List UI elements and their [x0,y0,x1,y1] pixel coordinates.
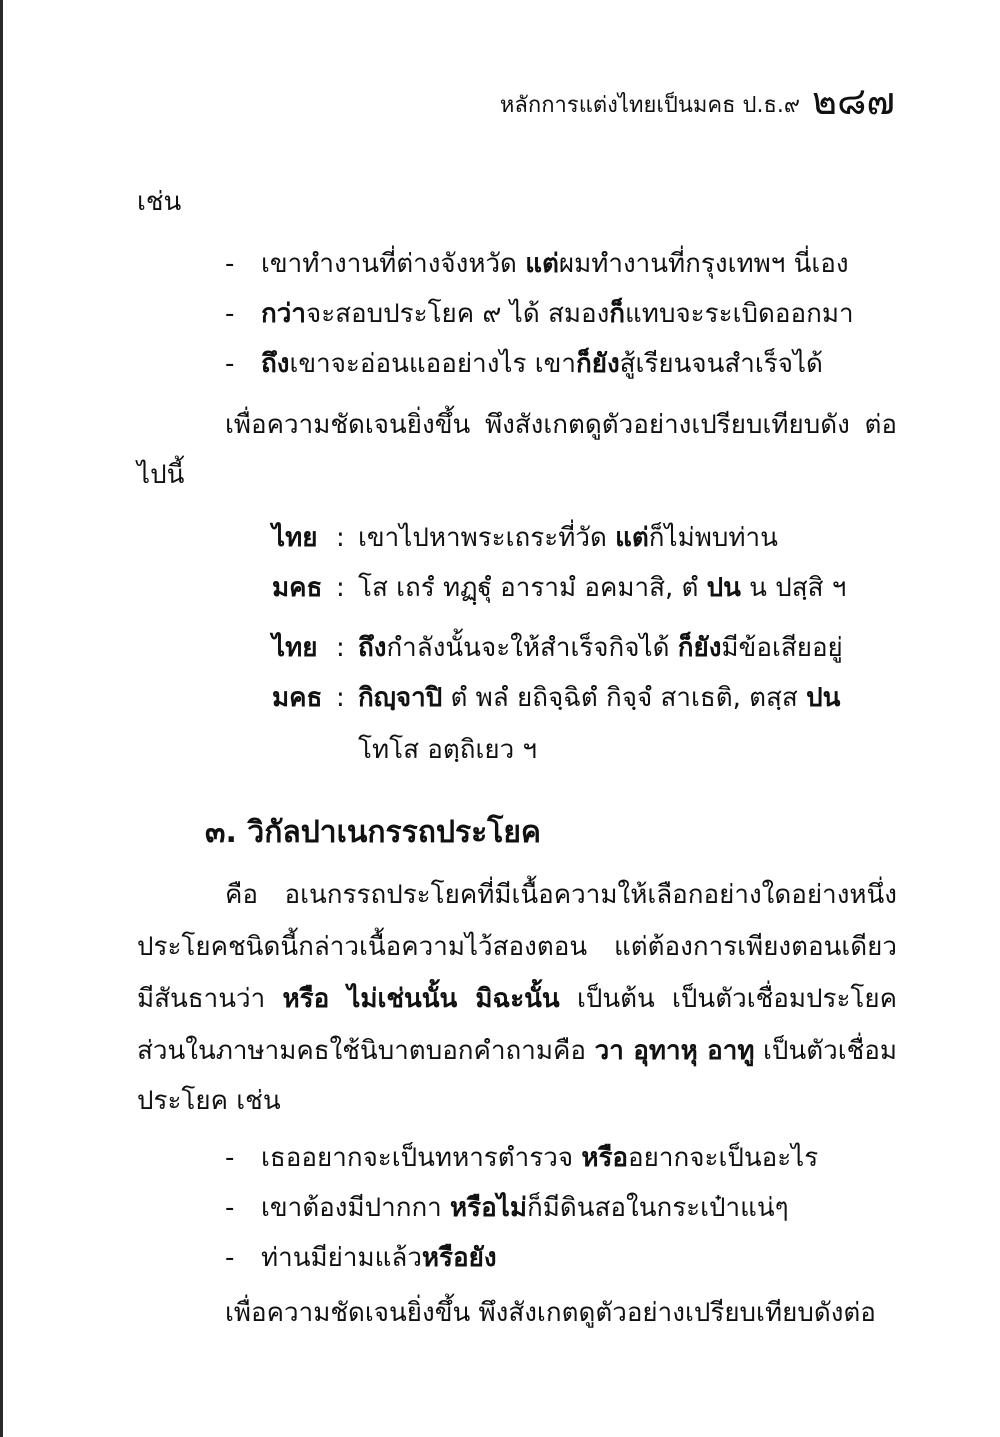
example-magadha-2: มคธ : กิญฺจาปิ ตํ พลํ ยถิจฺฉิตํ กิจฺจํ สาเธติ, ตสฺส ปน [272,683,841,713]
paragraph-line: คือ อเนกรรถประโยคที่มีเนื้อความให้เลือกอย่างใดอย่างหนึ่ง [225,880,897,910]
example-magadha-2-continued: โทโส อตฺถิเยว ฯ [358,735,538,765]
section-title: ๓. วิกัลปาเนกรรถประโยค [205,815,541,850]
paragraph-line: ประโยคชนิดนี้กล่าวเนื้อความไว้สองตอน แต่ต้องการเพียงตอนเดียว [137,932,897,962]
list-item: - ท่านมีย่ามแล้วหรือยัง [225,1243,497,1273]
intro-word: เช่น [137,187,182,217]
example-magadha-1: มคธ : โส เถรํ ทฏฺฐุํ อารามํ อคมาสิ, ตํ ปน น ปสฺสิ ฯ [272,573,847,603]
example-thai-2: ไทย : ถึงกำลังนั้นจะให้สำเร็จกิจได้ ก็ยังมีข้อเสียอยู่ [272,633,843,663]
page-number: ๒๘๗ [812,79,895,123]
header-title: หลักการแต่งไทยเป็นมคธ ป.ธ.๙ [499,93,801,118]
list-item: - กว่าจะสอบประโยค ๙ ได้ สมองก็แทบจะระเบิดออกมา [225,299,854,329]
example-thai-1: ไทย : เขาไปหาพระเถระที่วัด แต่ก็ไม่พบท่าน [272,523,778,553]
paragraph-line: เพื่อความชัดเจนยิ่งขึ้น พึงสังเกตดูตัวอย่างเปรียบเทียบดัง ต่อ [225,410,897,440]
list-item: - เธออยากจะเป็นทหารตำรวจ หรืออยากจะเป็นอะไร [225,1143,819,1173]
list-item: - เขาทำงานที่ต่างจังหวัด แต่ผมทำงานที่กรุงเทพฯ นี่เอง [225,249,849,279]
paragraph-line: ไปนี้ [137,460,185,490]
paragraph-line: ส่วนในภาษามคธใช้นิบาตบอกคำถามคือ วา อุทาหุ อาทู เป็นตัวเชื่อม [137,1036,897,1066]
page-edge [0,0,3,1437]
paragraph-line: มีสันธานว่า หรือ ไม่เช่นนั้น มิฉะนั้น เป็นต้น เป็นตัวเชื่อมประโยค [137,984,897,1014]
list-item: - ถึงเขาจะอ่อนแออย่างไร เขาก็ยังสู้เรียนจนสำเร็จได้ [225,349,823,379]
running-header [500,76,895,131]
paragraph-line: ประโยค เช่น [137,1086,281,1116]
list-item: - เขาต้องมีปากกา หรือไม่ก็มีดินสอในกระเป๋าแน่ๆ [225,1193,789,1223]
paragraph-line: เพื่อความชัดเจนยิ่งขึ้น พึงสังเกตดูตัวอย่างเปรียบเทียบดังต่อ [225,1298,876,1328]
